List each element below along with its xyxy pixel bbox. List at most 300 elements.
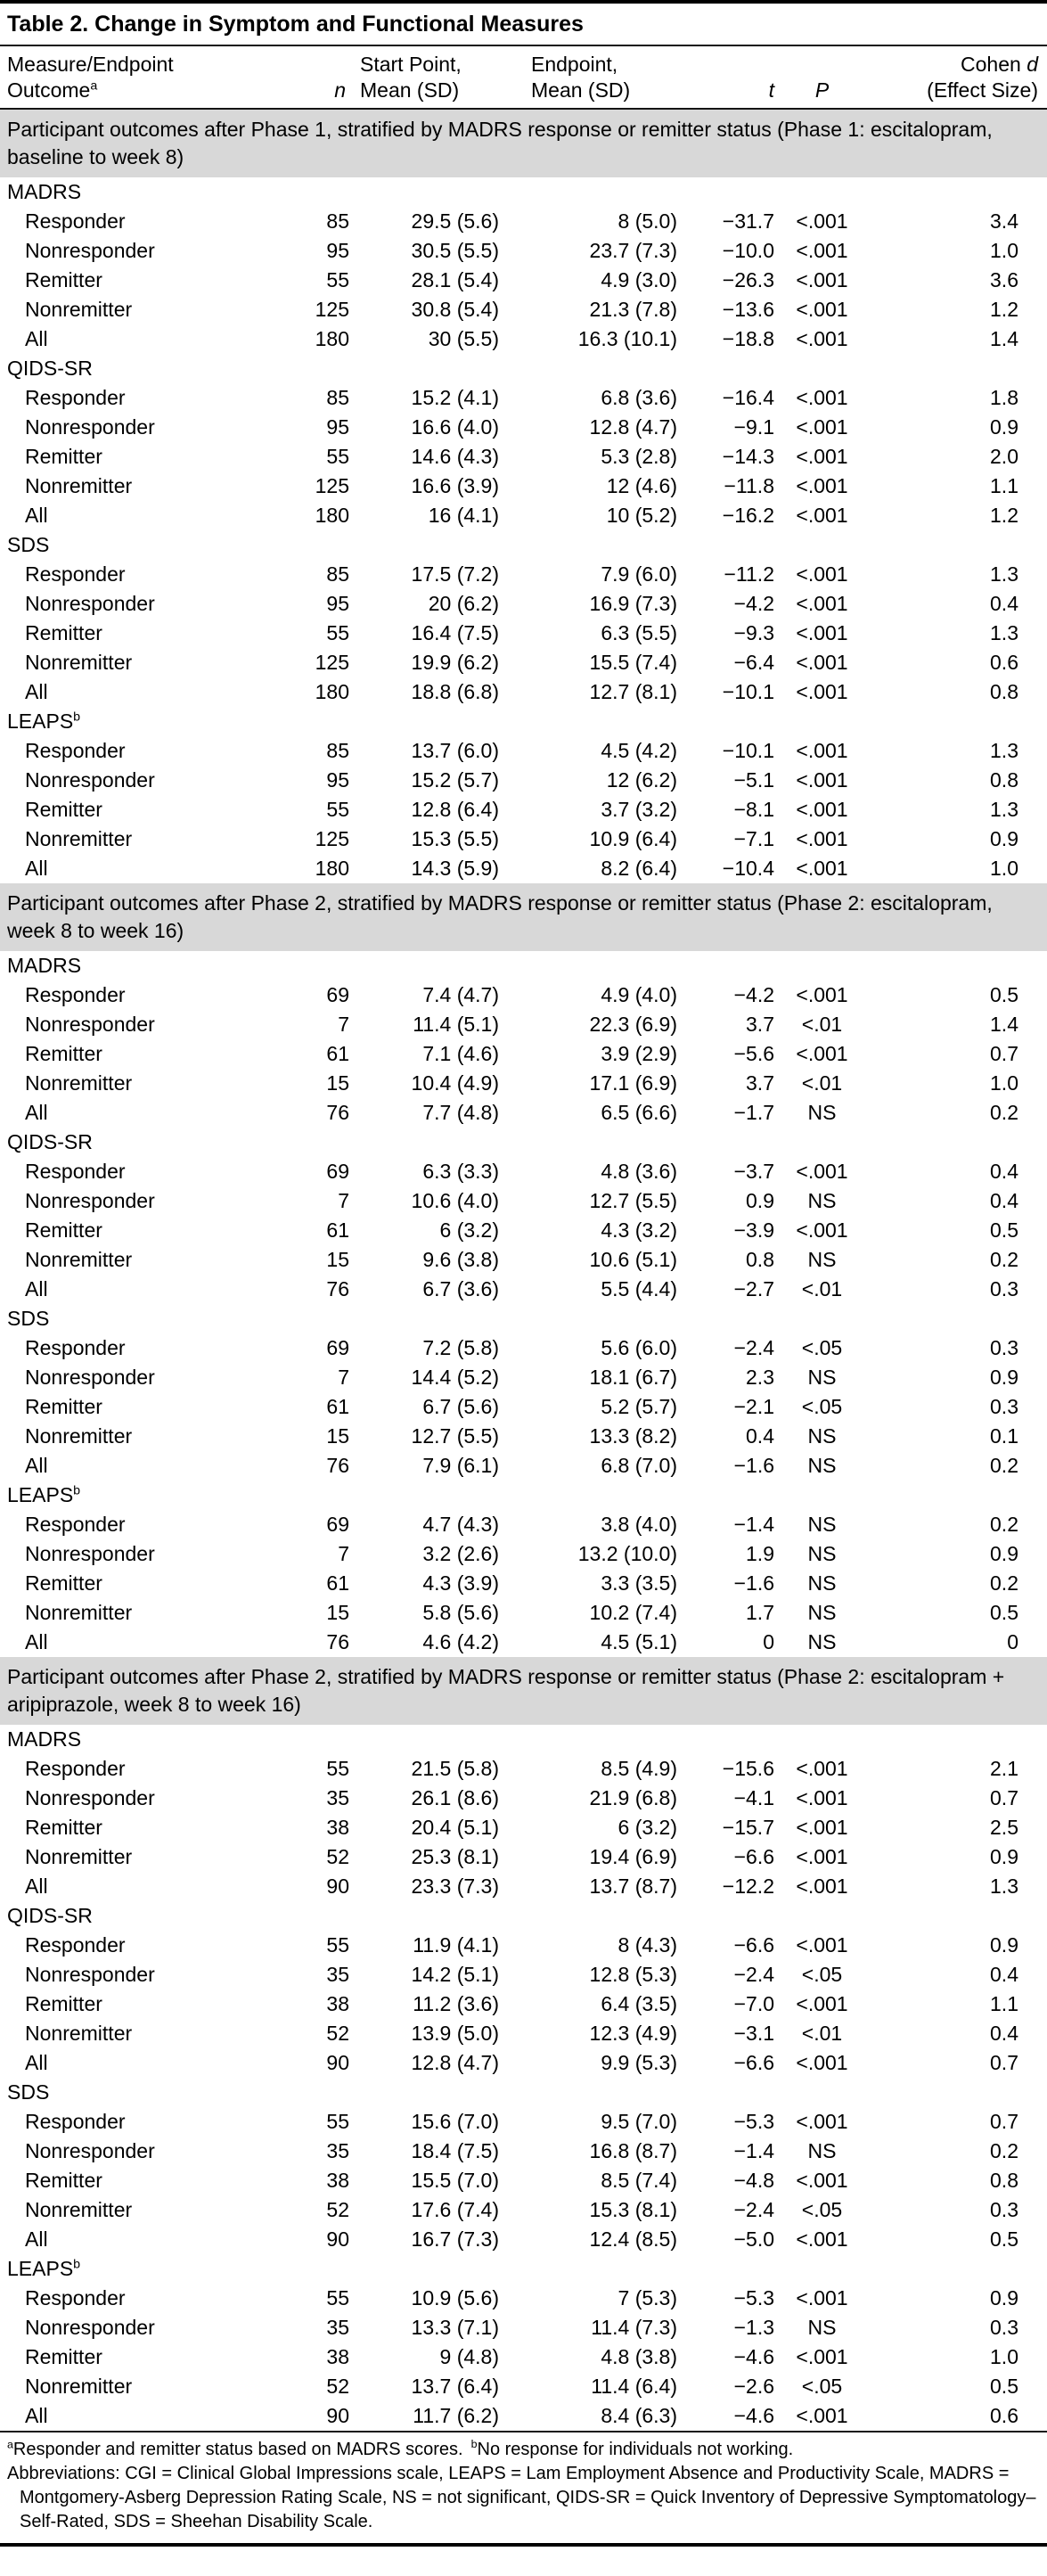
cohen-d-value: 0.3 (990, 2316, 1018, 2339)
n-value: 76 (326, 1101, 349, 1124)
table-row (0, 736, 1047, 766)
t-value: 1.7 (746, 1601, 774, 1624)
outcome-label: Remitter (25, 798, 102, 821)
start-mean-value: 25.3 (8.1) (411, 1845, 499, 1868)
t-value: −31.7 (722, 209, 774, 233)
table-row (0, 2195, 1047, 2225)
t-value: 0.9 (746, 1189, 774, 1212)
outcome-label: Nonresponder (25, 2139, 155, 2162)
endpoint-mean-value: 13.7 (8.7) (589, 1875, 677, 1898)
t-value: −14.3 (722, 445, 774, 468)
endpoint-mean-value: 10.9 (6.4) (589, 827, 677, 850)
cohen-d-value: 0 (1007, 1630, 1018, 1653)
outcome-label: Nonremitter (25, 651, 133, 674)
n-value: 95 (326, 768, 349, 792)
endpoint-mean-value: 7 (5.3) (618, 2286, 677, 2309)
endpoint-mean-value: 8.5 (4.9) (601, 1757, 677, 1780)
table-row (0, 677, 1047, 707)
start-mean-value: 5.8 (5.6) (422, 1601, 499, 1624)
start-mean-value: 6.7 (5.6) (422, 1395, 499, 1418)
outcome-label: Remitter (25, 268, 102, 291)
p-value: NS (807, 1571, 837, 1595)
cohen-d-value: 0.5 (990, 2227, 1018, 2251)
section-header: Participant outcomes after Phase 1, stratified by MADRS response or remitter status (Phase 1: escitalopram, baseline to week 8) (0, 110, 1047, 177)
p-value: <.01 (801, 1013, 843, 1036)
table-row (0, 2166, 1047, 2195)
n-value: 35 (326, 2316, 349, 2339)
col-header-cohen-line2: (Effect Size) (927, 78, 1038, 102)
col-header-cohen-d (864, 52, 1040, 103)
table-row (0, 1628, 1047, 1657)
cohen-d-value: 0.9 (990, 1933, 1018, 1957)
outcome-label: All (25, 2227, 48, 2251)
outcome-label: All (25, 1101, 48, 1124)
endpoint-mean-value: 8 (5.0) (618, 209, 677, 233)
t-value: −2.6 (733, 2375, 774, 2398)
cohen-d-value: 0.9 (990, 1366, 1018, 1389)
measure-group-label: SDS (7, 2080, 50, 2104)
outcome-label: All (25, 2051, 48, 2074)
outcome-label: Responder (25, 1336, 126, 1359)
endpoint-mean-value: 3.7 (3.2) (601, 798, 677, 821)
t-value: −15.7 (722, 1816, 774, 1839)
t-value: −1.6 (733, 1571, 774, 1595)
cohen-d-value: 1.0 (990, 857, 1018, 880)
p-value: <.001 (796, 2345, 848, 2368)
table-row (0, 2284, 1047, 2313)
start-mean-value: 30.5 (5.5) (411, 239, 499, 262)
cohen-d-value: 1.2 (990, 298, 1018, 321)
n-value: 90 (326, 2227, 349, 2251)
outcome-label: All (25, 1277, 48, 1300)
measure-group-label: QIDS-SR (7, 1130, 93, 1153)
outcome-label: Remitter (25, 1395, 102, 1418)
start-mean-value: 9 (4.8) (439, 2345, 499, 2368)
start-mean-value: 23.3 (7.3) (411, 1875, 499, 1898)
p-value: <.001 (796, 2227, 848, 2251)
outcome-label: Nonremitter (25, 1424, 133, 1448)
endpoint-mean-value: 6.4 (3.5) (601, 1992, 677, 2015)
n-value: 69 (326, 983, 349, 1006)
endpoint-mean-value: 15.3 (8.1) (589, 2198, 677, 2221)
endpoint-mean-value: 11.4 (7.3) (591, 2316, 677, 2339)
p-value: <.05 (801, 2375, 843, 2398)
t-value: 0.4 (746, 1424, 774, 1448)
t-value: −16.2 (722, 504, 774, 527)
start-mean-value: 7.2 (5.8) (422, 1336, 499, 1359)
outcome-label: Nonremitter (25, 1248, 133, 1271)
table-row (0, 324, 1047, 354)
start-mean-value: 20.4 (5.1) (411, 1816, 499, 1839)
t-value: 3.7 (746, 1071, 774, 1095)
start-mean-value: 14.6 (4.3) (411, 445, 499, 468)
cohen-d-value: 0.9 (990, 1542, 1018, 1565)
table-row (0, 413, 1047, 442)
t-value: −2.4 (733, 1963, 774, 1986)
n-value: 180 (315, 504, 349, 527)
p-value: <.001 (796, 2286, 848, 2309)
n-value: 7 (338, 1366, 349, 1389)
outcome-label: Nonresponder (25, 2316, 155, 2339)
measure-group-label: QIDS-SR (7, 1904, 93, 1927)
endpoint-mean-value: 4.3 (3.2) (601, 1218, 677, 1242)
endpoint-mean-value: 12.3 (4.9) (589, 2022, 677, 2045)
outcome-label: All (25, 327, 48, 350)
footnote-text-b: No response for individuals not working. (477, 2440, 794, 2459)
cohen-d-value: 0.8 (990, 680, 1018, 703)
start-mean-value: 13.9 (5.0) (411, 2022, 499, 2045)
cohen-d-value: 0.4 (990, 1963, 1018, 1986)
t-value: 3.7 (746, 1013, 774, 1036)
t-value: −5.0 (733, 2227, 774, 2251)
n-value: 35 (326, 1963, 349, 1986)
start-mean-value: 11.7 (6.2) (413, 2404, 499, 2427)
table-row (0, 2401, 1047, 2431)
n-value: 15 (326, 1601, 349, 1624)
outcome-label: Nonremitter (25, 1071, 133, 1095)
table-row (0, 1842, 1047, 1872)
start-mean-value: 21.5 (5.8) (411, 1757, 499, 1780)
table-row (0, 1813, 1047, 1842)
cohen-d-value: 0.3 (990, 2198, 1018, 2221)
start-mean-value: 10.9 (5.6) (411, 2286, 499, 2309)
t-value: −4.6 (733, 2404, 774, 2427)
start-mean-value: 4.7 (4.3) (422, 1513, 499, 1536)
cohen-d-value: 0.4 (990, 1189, 1018, 1212)
cohen-d-value: 1.1 (990, 1992, 1018, 2015)
start-mean-value: 11.4 (5.1) (413, 1013, 499, 1036)
start-mean-value: 9.6 (3.8) (422, 1248, 499, 1271)
outcome-label: Nonremitter (25, 1601, 133, 1624)
t-value: −1.3 (733, 2316, 774, 2339)
endpoint-mean-value: 22.3 (6.9) (589, 1013, 677, 1036)
t-value: −4.2 (733, 983, 774, 1006)
table-row (0, 766, 1047, 795)
start-mean-value: 16.4 (7.5) (411, 621, 499, 644)
p-value: <.001 (796, 2051, 848, 2074)
endpoint-mean-value: 8.2 (6.4) (601, 857, 677, 880)
start-mean-value: 14.2 (5.1) (411, 1963, 499, 1986)
start-mean-value: 7.4 (4.7) (422, 983, 499, 1006)
endpoint-mean-value: 10.2 (7.4) (589, 1601, 677, 1624)
outcome-label: Remitter (25, 1816, 102, 1839)
p-value: <.001 (796, 445, 848, 468)
cohen-d-value: 0.9 (990, 1845, 1018, 1868)
t-value: −11.8 (724, 474, 774, 497)
cohen-d-value: 3.6 (990, 268, 1018, 291)
p-value: <.001 (796, 1160, 848, 1183)
measure-group-label: SDS (7, 533, 50, 556)
n-value: 55 (326, 1757, 349, 1780)
outcome-label: All (25, 857, 48, 880)
endpoint-mean-value: 3.8 (4.0) (601, 1513, 677, 1536)
outcome-label: Nonresponder (25, 415, 155, 439)
cohen-d-value: 1.0 (990, 239, 1018, 262)
n-value: 69 (326, 1513, 349, 1536)
n-value: 55 (326, 2286, 349, 2309)
footnote-text-a: Responder and remitter status based on MADRS scores. (12, 2440, 463, 2459)
cohen-d-value: 1.3 (990, 562, 1018, 586)
table-row (0, 560, 1047, 589)
section-header: Participant outcomes after Phase 2, stratified by MADRS response or remitter status (Phase 2: escitalopram + aripiprazole, week 8 to week 16) (0, 1657, 1047, 1725)
p-value: NS (807, 2316, 837, 2339)
p-value: <.001 (796, 1218, 848, 1242)
p-value: <.001 (796, 1933, 848, 1957)
t-value: 2.3 (746, 1366, 774, 1389)
n-value: 180 (315, 857, 349, 880)
table-row (0, 1363, 1047, 1392)
start-mean-value: 13.3 (7.1) (411, 2316, 499, 2339)
p-value: <.001 (796, 386, 848, 409)
n-value: 55 (326, 798, 349, 821)
start-mean-value: 16.6 (4.0) (411, 415, 499, 439)
footnote-ab (7, 2438, 1040, 2462)
col-header-cohen-line1: Cohen d (961, 53, 1038, 76)
cohen-d-value: 0.9 (990, 2286, 1018, 2309)
cohen-d-value: 1.3 (990, 1875, 1018, 1898)
measure-group-label: MADRS (7, 954, 82, 977)
p-value: <.001 (796, 2110, 848, 2133)
p-value: <.05 (801, 1395, 843, 1418)
col-header-t: t (768, 78, 774, 102)
n-value: 35 (326, 1786, 349, 1809)
n-value: 61 (326, 1218, 349, 1242)
endpoint-mean-value: 12.7 (8.1) (589, 680, 677, 703)
cohen-d-value: 0.7 (990, 2110, 1018, 2133)
table-row (0, 1451, 1047, 1481)
n-value: 55 (326, 2110, 349, 2133)
n-value: 7 (338, 1542, 349, 1565)
start-mean-value: 15.2 (4.1) (411, 386, 499, 409)
cohen-d-value: 0.4 (990, 592, 1018, 615)
table-row (0, 2372, 1047, 2401)
t-value: −4.6 (733, 2345, 774, 2368)
n-value: 38 (326, 2169, 349, 2192)
n-value: 38 (326, 1992, 349, 2015)
outcome-label: Nonremitter (25, 2198, 133, 2221)
measure-group-label: LEAPS$^b$ (7, 1483, 81, 1506)
n-value: 125 (315, 474, 349, 497)
table-row (0, 854, 1047, 883)
n-value: 15 (326, 1071, 349, 1095)
outcome-label: Remitter (25, 1571, 102, 1595)
table-row (0, 1186, 1047, 1216)
endpoint-mean-value: 9.9 (5.3) (601, 2051, 677, 2074)
table-row (0, 795, 1047, 824)
outcome-label: All (25, 680, 48, 703)
p-value: <.01 (801, 1071, 843, 1095)
endpoint-mean-value: 19.4 (6.9) (589, 1845, 677, 1868)
table-row (0, 1569, 1047, 1598)
n-value: 61 (326, 1042, 349, 1065)
t-value: −1.4 (733, 1513, 774, 1536)
outcome-label: Nonresponder (25, 1013, 155, 1036)
start-mean-value: 12.8 (4.7) (411, 2051, 499, 2074)
endpoint-mean-value: 7.9 (6.0) (601, 562, 677, 586)
n-value: 35 (326, 2139, 349, 2162)
start-mean-value: 10.4 (4.9) (411, 1071, 499, 1095)
col-header-start-point: Start Point, Mean (SD) (360, 53, 462, 102)
t-value: 0.8 (746, 1248, 774, 1271)
p-value: <.001 (796, 1786, 848, 1809)
t-value: −13.6 (722, 298, 774, 321)
t-value: −8.1 (733, 798, 774, 821)
cohen-d-value: 0.6 (990, 651, 1018, 674)
endpoint-mean-value: 4.5 (5.1) (601, 1630, 677, 1653)
p-value: <.001 (796, 768, 848, 792)
t-value: −26.3 (722, 268, 774, 291)
t-value: −16.4 (722, 386, 774, 409)
outcome-label: Nonremitter (25, 827, 133, 850)
footnote-marker-a-ref: a (90, 78, 98, 94)
outcome-label: Responder (25, 983, 126, 1006)
table-row (0, 383, 1047, 413)
endpoint-mean-value: 12.8 (4.7) (589, 415, 677, 439)
p-value: <.001 (796, 1992, 848, 2015)
footnote-marker-b-ref: b (73, 2257, 81, 2272)
p-value: <.001 (796, 504, 848, 527)
outcome-label: Responder (25, 739, 126, 762)
n-value: 55 (326, 621, 349, 644)
p-value: <.001 (796, 474, 848, 497)
table-row (0, 824, 1047, 854)
start-mean-value: 7.1 (4.6) (422, 1042, 499, 1065)
endpoint-mean-value: 3.9 (2.9) (601, 1042, 677, 1065)
start-mean-value: 6.7 (3.6) (422, 1277, 499, 1300)
n-value: 61 (326, 1571, 349, 1595)
start-mean-value: 30 (5.5) (428, 327, 499, 350)
table-row (0, 1039, 1047, 1069)
cohen-d-value: 1.8 (990, 386, 1018, 409)
cohen-d-value: 0.2 (990, 1454, 1018, 1477)
cohen-d-value: 0.2 (990, 1101, 1018, 1124)
table-row (0, 1010, 1047, 1039)
outcome-label: All (25, 1630, 48, 1653)
table-row (0, 1598, 1047, 1628)
p-value: <.01 (801, 2022, 843, 2045)
t-value: −6.4 (733, 651, 774, 674)
p-value: <.001 (796, 857, 848, 880)
endpoint-mean-value: 5.3 (2.8) (601, 445, 677, 468)
n-value: 52 (326, 1845, 349, 1868)
t-value: −4.1 (733, 1786, 774, 1809)
cohen-d-value: 0.8 (990, 768, 1018, 792)
start-mean-value: 13.7 (6.0) (411, 739, 499, 762)
outcome-label: Nonresponder (25, 592, 155, 615)
table-row (0, 1422, 1047, 1451)
start-mean-value: 15.5 (7.0) (411, 2169, 499, 2192)
t-value: 1.9 (746, 1542, 774, 1565)
p-value: NS (807, 1601, 837, 1624)
t-value: −4.2 (733, 592, 774, 615)
t-value: −3.7 (733, 1160, 774, 1183)
p-value: NS (807, 1424, 837, 1448)
endpoint-mean-value: 12.4 (8.5) (589, 2227, 677, 2251)
start-mean-value: 17.6 (7.4) (411, 2198, 499, 2221)
table-row (0, 1157, 1047, 1186)
start-mean-value: 4.3 (3.9) (422, 1571, 499, 1595)
table-row (0, 2019, 1047, 2048)
endpoint-mean-value: 4.8 (3.8) (601, 2345, 677, 2368)
cohen-d-value: 1.1 (990, 474, 1018, 497)
cohen-d-value: 0.4 (990, 2022, 1018, 2045)
outcome-label: Nonresponder (25, 1189, 155, 1212)
table-row (0, 1784, 1047, 1813)
p-value: <.001 (796, 798, 848, 821)
start-mean-value: 4.6 (4.2) (422, 1630, 499, 1653)
p-value: <.001 (796, 239, 848, 262)
p-value: <.05 (801, 2198, 843, 2221)
cohen-d-value: 1.3 (990, 621, 1018, 644)
table-row (0, 295, 1047, 324)
cohen-d-value: 0.2 (990, 2139, 1018, 2162)
n-value: 52 (326, 2375, 349, 2398)
table-row (0, 1539, 1047, 1569)
endpoint-mean-value: 8 (4.3) (618, 1933, 677, 1957)
cohen-d-value: 0.2 (990, 1513, 1018, 1536)
endpoint-mean-value: 6.5 (6.6) (601, 1101, 677, 1124)
n-value: 76 (326, 1454, 349, 1477)
t-value: −10.4 (722, 857, 774, 880)
table-row (0, 207, 1047, 236)
n-value: 7 (338, 1189, 349, 1212)
start-mean-value: 16 (4.1) (428, 504, 499, 527)
n-value: 85 (326, 386, 349, 409)
p-value: <.001 (796, 415, 848, 439)
p-value: <.001 (796, 983, 848, 1006)
p-value: NS (807, 1454, 837, 1477)
t-value: −1.7 (733, 1101, 774, 1124)
start-mean-value: 10.6 (4.0) (411, 1189, 499, 1212)
endpoint-mean-value: 21.9 (6.8) (589, 1786, 677, 1809)
endpoint-mean-value: 10.6 (5.1) (589, 1248, 677, 1271)
table-row (0, 1275, 1047, 1304)
cohen-d-value: 1.4 (990, 327, 1018, 350)
endpoint-mean-value: 15.5 (7.4) (589, 651, 677, 674)
start-mean-value: 17.5 (7.2) (411, 562, 499, 586)
t-value: −11.2 (724, 562, 774, 586)
footnote-marker-b-ref: b (73, 1483, 81, 1498)
table-row (0, 1333, 1047, 1363)
cohen-d-value: 0.9 (990, 827, 1018, 850)
t-value: −7.0 (733, 1992, 774, 2015)
outcome-label: Nonresponder (25, 768, 155, 792)
start-mean-value: 6 (3.2) (439, 1218, 499, 1242)
p-value: <.001 (796, 680, 848, 703)
t-value: −10.0 (722, 239, 774, 262)
outcome-label: Nonresponder (25, 1786, 155, 1809)
t-value: −3.9 (733, 1218, 774, 1242)
start-mean-value: 26.1 (8.6) (411, 1786, 499, 1809)
t-value: −2.4 (733, 1336, 774, 1359)
n-value: 90 (326, 1875, 349, 1898)
outcome-label: Remitter (25, 621, 102, 644)
endpoint-mean-value: 16.9 (7.3) (589, 592, 677, 615)
cohen-d-value: 0.9 (990, 415, 1018, 439)
t-value: −10.1 (722, 680, 774, 703)
endpoint-mean-value: 5.5 (4.4) (601, 1277, 677, 1300)
outcome-label: Responder (25, 1757, 126, 1780)
n-value: 180 (315, 680, 349, 703)
measure-group-label: LEAPS$^b$ (7, 710, 81, 733)
p-value: <.001 (796, 1042, 848, 1065)
n-value: 61 (326, 1395, 349, 1418)
t-value: −5.1 (733, 768, 774, 792)
footnote-abbreviations: Abbreviations: CGI = Clinical Global Impressions scale, LEAPS = Lam Employment Absence and Productivity Scale, MADRS = Montgomery-Asberg Depression Rating Scale, NS = not significant, QIDS-SR = Quick Inventory of Depressive Symptomatology–Self-Rated, SDS = Sheehan Disability Scale. (7, 2464, 1036, 2531)
start-mean-value: 29.5 (5.6) (411, 209, 499, 233)
endpoint-mean-value: 12.8 (5.3) (589, 1963, 677, 1986)
start-mean-value: 14.3 (5.9) (411, 857, 499, 880)
